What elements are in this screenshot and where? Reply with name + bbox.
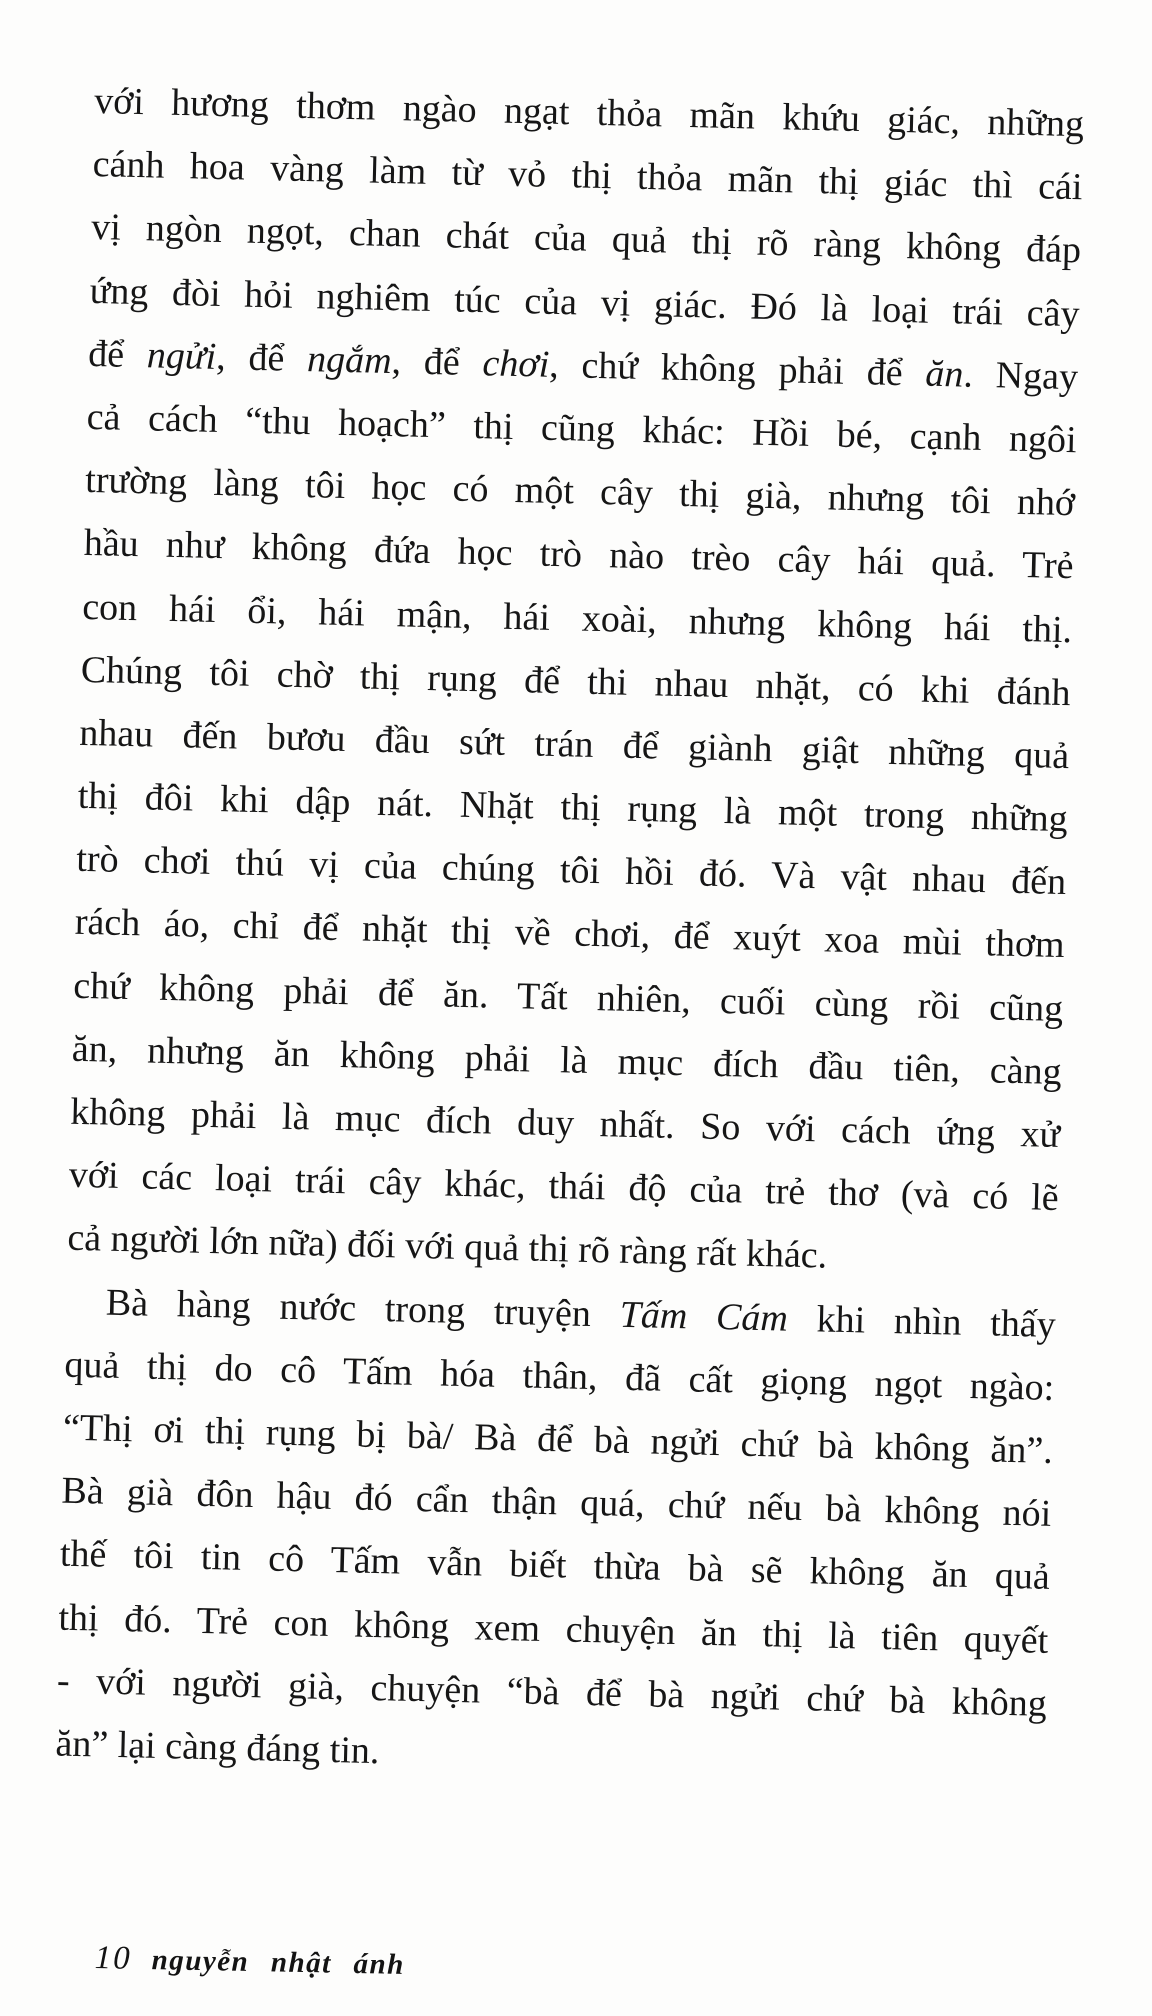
text-run: với hương thơm ngào ngạt thỏa mãn khứu giác, những (93, 79, 1085, 146)
author-name: nguyễn nhật ánh (151, 1944, 406, 1981)
text-run: cánh hoa vàng làm từ vỏ thị thỏa mãn thị giác thì cái (92, 143, 1084, 209)
text-run: cả người lớn nữa) đối với quả thị rõ ràng rất khác. (66, 1217, 828, 1277)
text-run: quả thị do cô Tấm hóa thân, đã cất giọng ngọt ngào: (64, 1343, 1055, 1409)
text-run: cả cách “thu hoạch” thị cũng khác: Hồi bé, cạnh ngôi (86, 395, 1078, 462)
text-run: , để (215, 335, 308, 380)
text-run: Bà hàng nước trong truyện (105, 1281, 621, 1336)
text-run: - với người già, chuyện “bà để bà ngửi chứ bà không (56, 1659, 1048, 1725)
text-run: ăn” lại càng đáng tin. (55, 1722, 380, 1773)
text-run: để (87, 332, 148, 377)
text-run: thị đó. Trẻ con không xem chuyện ăn thị là tiên quyết (58, 1596, 1049, 1662)
italic-text-run: ăn (924, 352, 964, 396)
italic-text-run: ngắm (306, 337, 393, 382)
text-run: chứ không phải để ăn. Tất nhiên, cuối cùng rồi cũng (72, 964, 1064, 1030)
text-run: ăn, nhưng ăn không phải là mục đích đầu tiên, càng (71, 1027, 1063, 1093)
text-run: không phải là mục đích duy nhất. So với cách ứng xử (69, 1090, 1061, 1157)
text-run: “Thị ơi thị rụng bị bà/ Bà để bà ngửi chứ bà không ăn”. (62, 1406, 1054, 1472)
italic-text-run: ngửi (146, 334, 217, 378)
text-run: rách áo, chỉ để nhặt thị về chơi, để xuýt xoa mùi thơm (74, 901, 1066, 967)
text-run: , chứ không phải để (548, 343, 926, 395)
text-run: khi nhìn thấy (787, 1297, 1057, 1346)
text-run: nhau đến bươu đầu sứt trán để giành giật những quả (78, 711, 1070, 778)
text-run: trò chơi thú vị của chúng tôi hồi đó. Và vật nhau đến (75, 838, 1067, 904)
text-run: trường làng tôi học có một cây thị già, nhưng tôi nhớ (84, 459, 1076, 525)
text-run: Chúng tôi chờ thị rụng để thi nhau nhặt, có khi đánh (80, 648, 1072, 714)
page-number: 10 (94, 1940, 132, 1977)
page-footer (94, 1940, 405, 1983)
italic-text-run: Tấm Cám (619, 1293, 789, 1340)
text-run: thị đôi khi dập nát. Nhặt thị rụng là một trong những (77, 774, 1069, 841)
page-text (55, 70, 1085, 1799)
text-run: con hái ổi, hái mận, hái xoài, nhưng không hái thị. (81, 585, 1073, 651)
text-run: với các loại trái cây khác, thái độ của trẻ thơ (và có lẽ (68, 1153, 1060, 1220)
text-run: ứng đòi hỏi nghiêm túc của vị giác. Đó là loại trái cây (89, 269, 1081, 335)
text-run: . Ngay (962, 353, 1079, 398)
text-run: Bà già đôn hậu đó cẩn thận quá, chứ nếu bà không nói (61, 1469, 1052, 1536)
text-run: vị ngòn ngọt, chan chát của quả thị rõ ràng không đáp (90, 206, 1082, 272)
text-run: , để (391, 339, 484, 384)
italic-text-run: chơi (482, 341, 550, 386)
text-run: thế tôi tin cô Tấm vẫn biết thừa bà sẽ không ăn quả (59, 1532, 1051, 1599)
text-run: hầu như không đứa học trò nào trèo cây hái quả. Trẻ (83, 522, 1075, 588)
